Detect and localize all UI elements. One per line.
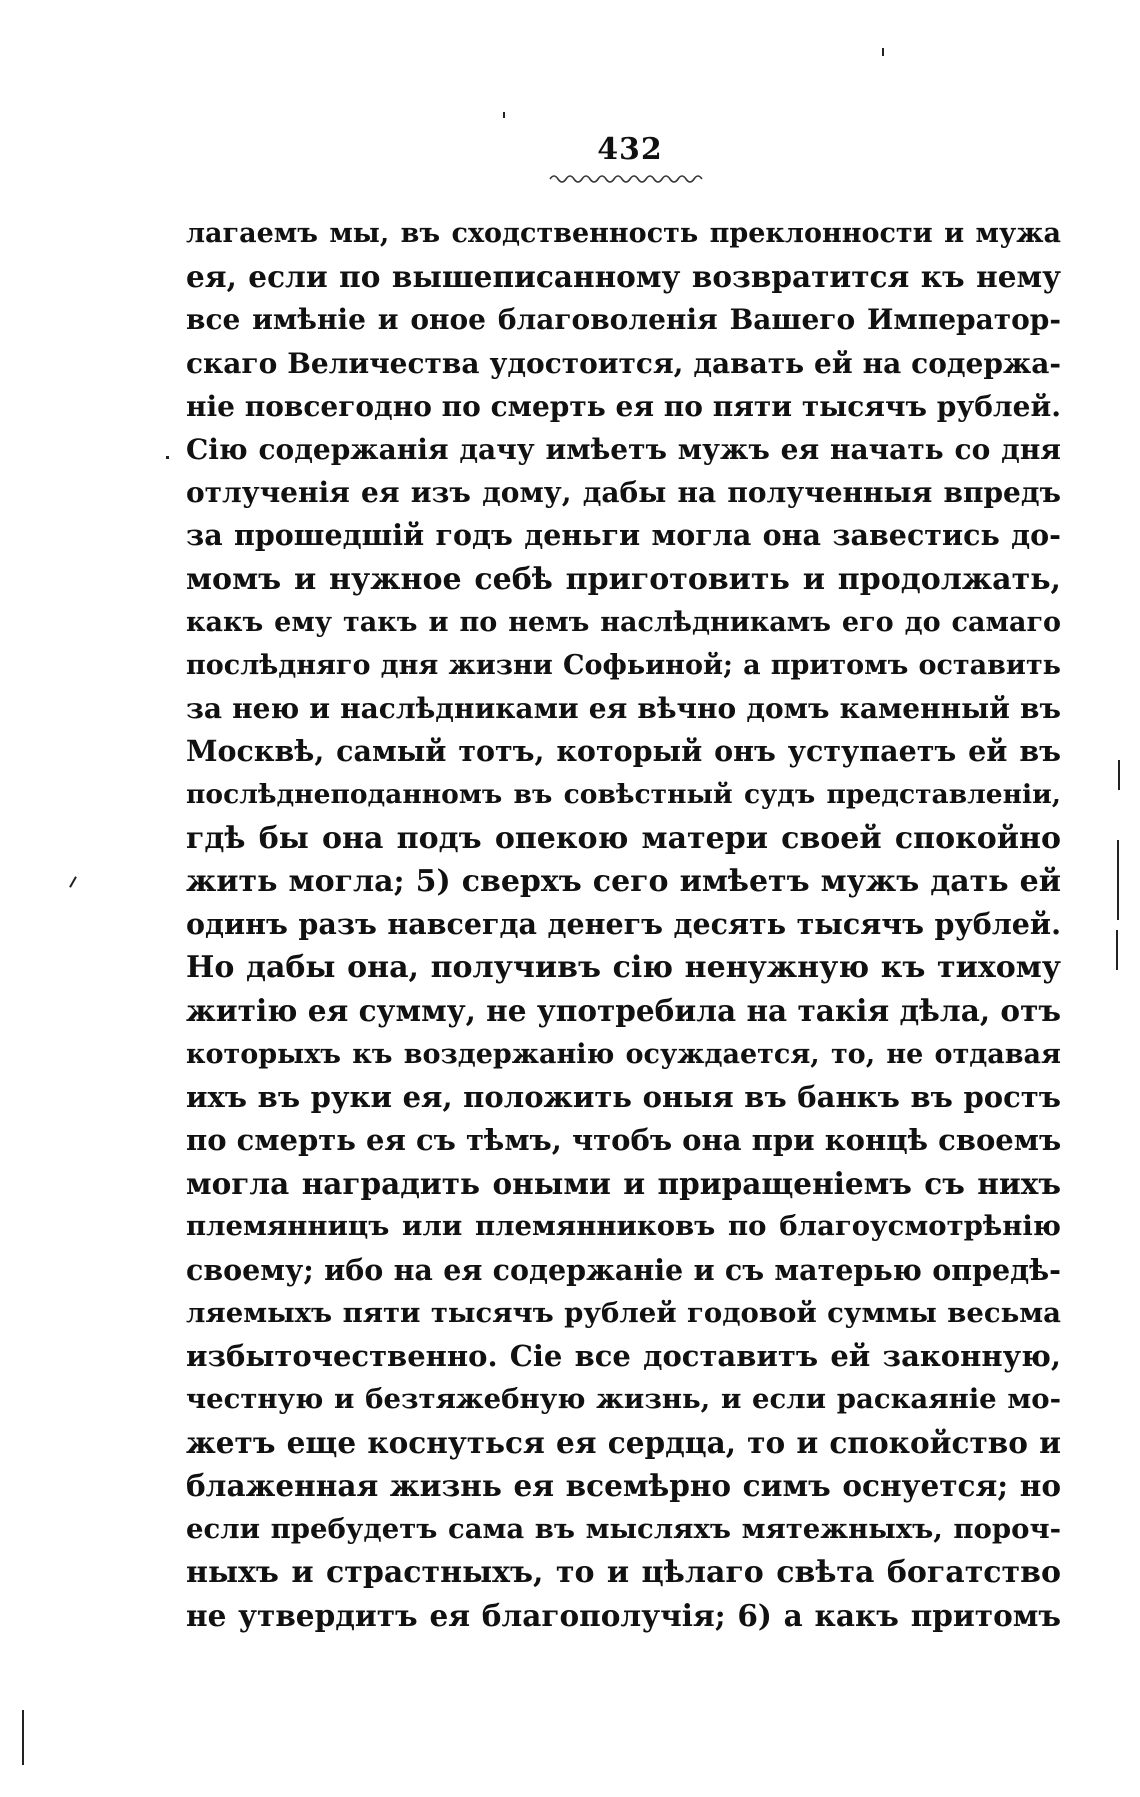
text-line: ея, если по вышеписанному возвратится къ нему bbox=[186, 259, 1061, 295]
text-line: житію ея сумму, не употребила на такія дѣла, отъ bbox=[186, 993, 1061, 1029]
text-line: за прошедшій годъ деньги могла она завестись до- bbox=[186, 518, 1061, 553]
text-line: могла наградить оными и приращеніемъ съ нихъ bbox=[186, 1166, 1061, 1202]
text-line: ныхъ и страстныхъ, то и цѣлаго свѣта богатство bbox=[186, 1554, 1061, 1590]
text-line: Но дабы она, получивъ сію ненужную къ тихому bbox=[186, 950, 1061, 986]
text-line: ляемыхъ пяти тысячъ рублей годовой суммы весьма bbox=[186, 1296, 1061, 1329]
text-line: если пребудетъ сама въ мысляхъ мятежныхъ, пороч- bbox=[186, 1512, 1061, 1545]
text-line: какъ ему такъ и по немъ наслѣдникамъ его до самаго bbox=[186, 606, 1061, 638]
text-line: одинъ разъ навсегда денегъ десять тысячъ рублей. bbox=[186, 907, 1061, 941]
text-line: блаженная жизнь ея всемѣрно симъ оснуется; но bbox=[186, 1468, 1061, 1504]
text-line: честную и безтяжебную жизнь, и если раскаяніе мо- bbox=[186, 1383, 1061, 1416]
text-line: послѣдняго дня жизни Софьиной; а притомъ оставить bbox=[186, 649, 1061, 681]
scan-mark bbox=[22, 1710, 24, 1765]
text-line: Сію содержанія дачу имѣетъ мужъ ея начать со дня bbox=[186, 432, 1061, 466]
page-number: 432 bbox=[597, 132, 663, 167]
text-line: отлученія ея изъ дому, дабы на полученныя впредъ bbox=[186, 476, 1061, 510]
scan-mark bbox=[166, 456, 169, 459]
text-line: жить могла; 5) сверхъ сего имѣетъ мужъ дать ей bbox=[186, 863, 1061, 899]
text-line: лагаемъ мы, въ сходственность преклонности и мужа bbox=[186, 218, 1061, 249]
text-line: ихъ въ руки ея, положить оныя въ банкъ въ ростъ bbox=[186, 1079, 1061, 1114]
text-line: все имѣніе и оное благоволенія Вашего Император- bbox=[186, 303, 1061, 337]
body-text bbox=[186, 212, 1061, 1637]
text-line: своему; ибо на ея содержаніе и съ матерью опредѣ- bbox=[186, 1252, 1061, 1287]
text-line: которыхъ къ воздержанію осуждается, то, не отдавая bbox=[186, 1038, 1061, 1070]
ornament-divider bbox=[548, 170, 708, 184]
text-line: племянницъ или племянниковъ по благоусмотрѣнію bbox=[186, 1210, 1061, 1243]
scan-mark bbox=[69, 876, 77, 887]
text-line: ніе повсегодно по смерть ея по пяти тысячъ рублей. bbox=[186, 389, 1061, 423]
text-line: скаго Величества удостоится, давать ей на содержа- bbox=[186, 346, 1061, 380]
scan-mark bbox=[1118, 760, 1120, 790]
text-line: избыточественно. Сіе все доставитъ ей законную, bbox=[186, 1338, 1061, 1373]
text-line: по смерть ея съ тѣмъ, чтобъ она при концѣ своемъ bbox=[186, 1122, 1061, 1157]
text-line: гдѣ бы она подъ опекою матери своей спокойно bbox=[186, 820, 1061, 856]
scan-mark bbox=[1117, 840, 1119, 920]
text-line: момъ и нужное себѣ приготовить и продолжать, bbox=[186, 561, 1061, 597]
scan-mark bbox=[1116, 930, 1118, 970]
text-line: не утвердитъ ея благополучія; 6) а какъ притомъ bbox=[186, 1598, 1061, 1633]
text-line: Москвѣ, самый тотъ, который онъ уступаетъ ей въ bbox=[186, 734, 1061, 769]
text-line: жетъ еще коснуться ея сердца, то и спокойство и bbox=[186, 1425, 1061, 1461]
text-line: за нею и наслѣдниками ея вѣчно домъ каменный въ bbox=[186, 692, 1061, 726]
scan-mark bbox=[882, 48, 884, 56]
text-line: послѣднеподанномъ въ совѣстный судъ представленіи, bbox=[186, 779, 1061, 811]
scan-mark bbox=[503, 112, 505, 118]
